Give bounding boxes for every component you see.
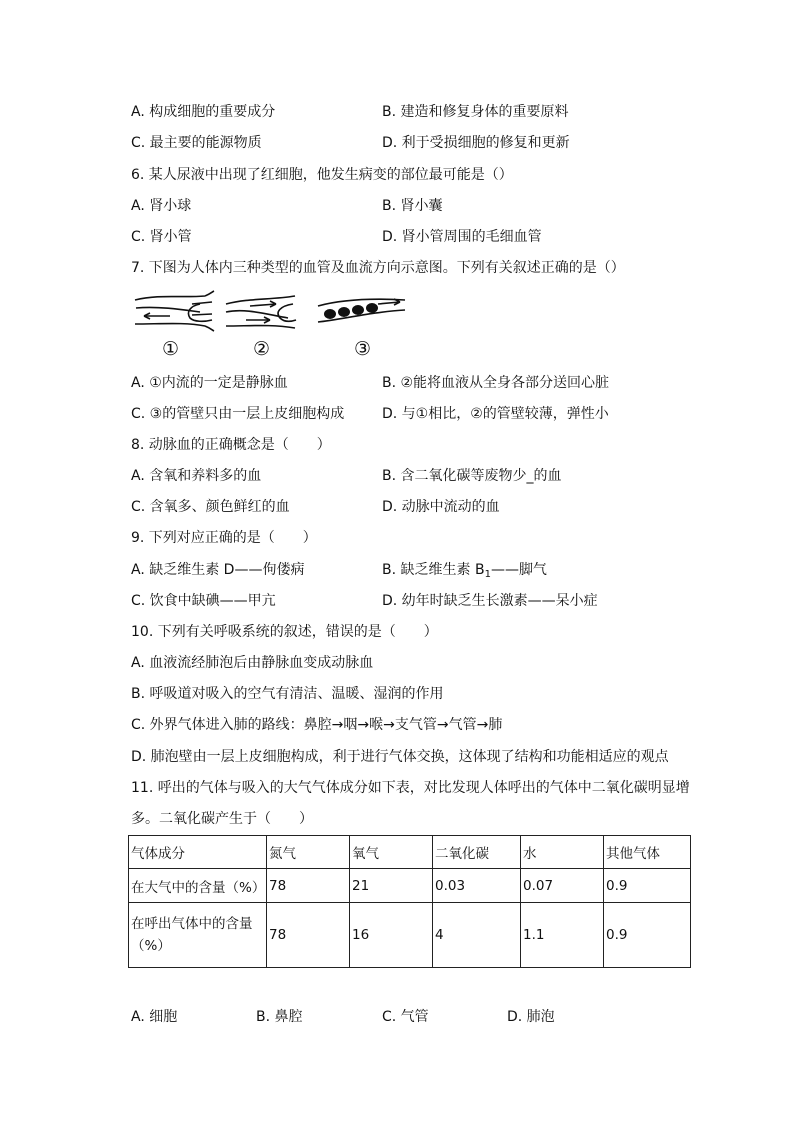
table-cell: 4: [433, 903, 521, 968]
q10-option-a: A. 血液流经肺泡后由静脉血变成动脉血: [131, 655, 374, 671]
q9-stem: 9. 下列对应正确的是（ ）: [131, 530, 317, 546]
q7-option-c: C. ③的管壁只由一层上皮细胞构成: [131, 406, 345, 422]
q8-option-d: D. 动脉中流动的血: [382, 499, 500, 515]
table-header: 气体成分: [129, 836, 267, 869]
table-row: [129, 903, 691, 968]
blood-vessel-figure: [130, 290, 415, 335]
gas-composition-table: [128, 835, 691, 968]
table-row: [129, 869, 691, 903]
q9-option-b: [382, 560, 547, 585]
table-cell: 21: [350, 869, 433, 903]
q6-option-a: A. 肾小球: [131, 198, 192, 214]
q9-option-c: C. 饮食中缺碘——甲亢: [131, 593, 276, 609]
q11-option-d: D. 肺泡: [507, 1009, 555, 1025]
table-cell: 0.03: [433, 869, 521, 903]
q9-option-b-tail: ——脚气: [490, 562, 547, 578]
q6-option-b: B. 肾小囊: [382, 198, 443, 214]
q10-stem: 10. 下列有关呼吸系统的叙述，错误的是（ ）: [131, 624, 438, 640]
q6-stem: 6. 某人尿液中出现了红细胞，他发生病变的部位最可能是（）: [131, 167, 513, 183]
q9-option-a: A. 缺乏维生素 D——佝偻病: [131, 562, 305, 578]
q7-option-d: D. 与①相比，②的管壁较薄，弹性小: [382, 406, 609, 422]
q10-option-d: D. 肺泡壁由一层上皮细胞构成，利于进行气体交换，这体现了结构和功能相适应的观点: [131, 749, 669, 765]
figure-label-1: ①: [162, 338, 180, 360]
table-cell: 78: [267, 869, 350, 903]
q7-option-b: B. ②能将血液从全身各部分送回心脏: [382, 375, 610, 391]
q8-option-c: C. 含氧多、颜色鲜红的血: [131, 499, 290, 515]
q11-option-c: C. 气管: [382, 1009, 429, 1025]
q9-option-d: D. 幼年时缺乏生长激素——呆小症: [382, 593, 598, 609]
q7-stem: 7. 下图为人体内三种类型的血管及血流方向示意图。下列有关叙述正确的是（）: [131, 260, 625, 276]
table-cell: 在呼出气体中的含量（%）: [129, 903, 267, 968]
q7-option-a: A. ①内流的一定是静脉血: [131, 375, 288, 391]
table-header-row: [129, 836, 691, 869]
table-cell: 0.07: [521, 869, 604, 903]
q9-option-b-text: B. 缺乏维生素 B: [382, 562, 485, 578]
q6-option-c: C. 肾小管: [131, 229, 192, 245]
q11-option-b: B. 鼻腔: [256, 1009, 303, 1025]
table-header: 氧气: [350, 836, 433, 869]
table-cell: 0.9: [604, 869, 691, 903]
table-header: 其他气体: [604, 836, 691, 869]
table-cell: 0.9: [604, 903, 691, 968]
table-cell: 在大气中的含量（%）: [129, 869, 267, 903]
q8-option-a: A. 含氧和养料多的血: [131, 468, 262, 484]
table-cell: 78: [267, 903, 350, 968]
q11-stem-line2: 多。二氧化碳产生于（ ）: [131, 811, 313, 827]
q5-option-b: B. 建造和修复身体的重要原料: [382, 104, 569, 120]
q5-option-d: D. 利于受损细胞的修复和更新: [382, 135, 570, 151]
q8-option-b: B. 含二氧化碳等废物少_的血: [382, 468, 562, 484]
table-header: 水: [521, 836, 604, 869]
q5-option-a: A. 构成细胞的重要成分: [131, 104, 276, 120]
table-cell: 16: [350, 903, 433, 968]
q10-option-c: C. 外界气体进入肺的路线：鼻腔→咽→喉→支气管→气管→肺: [131, 717, 503, 733]
q11-option-a: A. 细胞: [131, 1009, 178, 1025]
q9-option-b-subscript: 1: [484, 569, 491, 580]
table-header: 二氧化碳: [433, 836, 521, 869]
q8-stem: 8. 动脉血的正确概念是（ ）: [131, 437, 331, 453]
q11-stem-line1: 11. 呼出的气体与吸入的大气气体成分如下表，对比发现人体呼出的气体中二氧化碳明显增: [131, 780, 690, 796]
q6-option-d: D. 肾小管周围的毛细血管: [382, 229, 542, 245]
table-cell: 1.1: [521, 903, 604, 968]
table-header: 氮气: [267, 836, 350, 869]
q10-option-b: B. 呼吸道对吸入的空气有清洁、温暖、湿润的作用: [131, 686, 444, 702]
q5-option-c: C. 最主要的能源物质: [131, 135, 262, 151]
figure-label-2: ②: [253, 338, 271, 360]
figure-label-3: ③: [354, 338, 372, 360]
